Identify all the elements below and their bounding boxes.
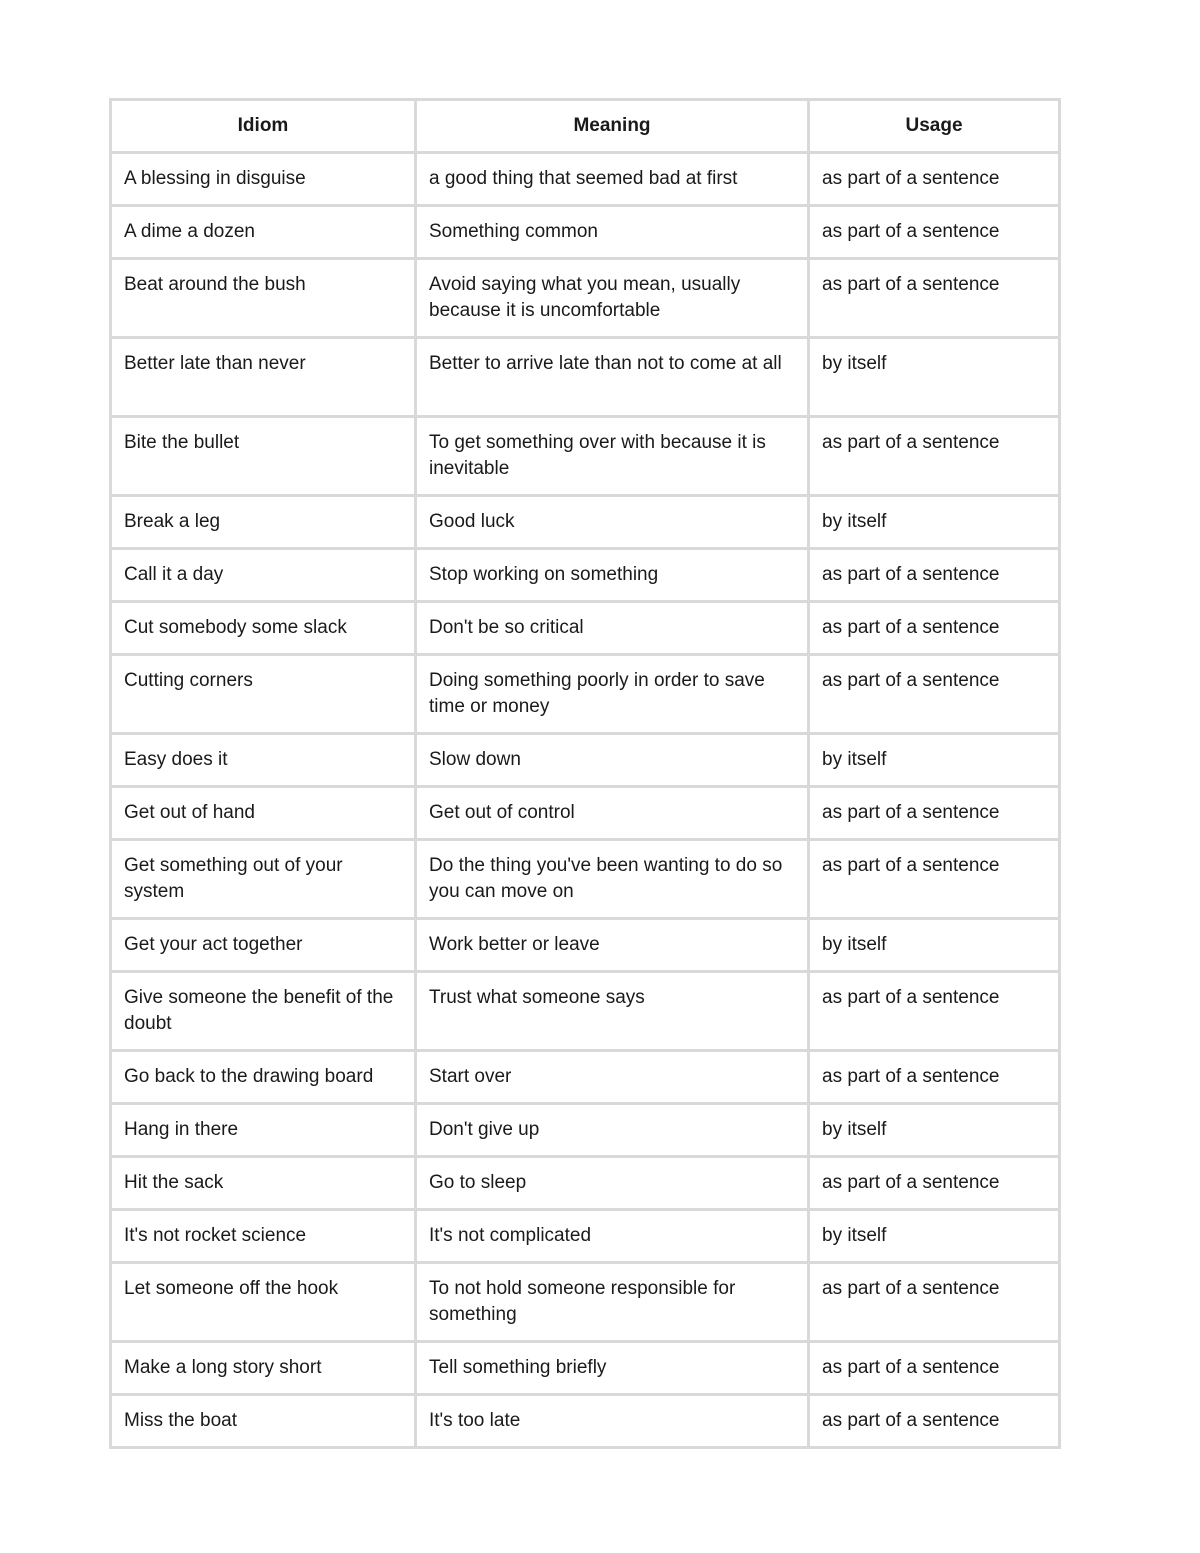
idiom-cell: A dime a dozen [111, 206, 416, 259]
table-row [111, 153, 1060, 206]
table-row [111, 1395, 1060, 1448]
table-row [111, 1104, 1060, 1157]
idiom-cell: Hang in there [111, 1104, 416, 1157]
idiom-cell: Cut somebody some slack [111, 602, 416, 655]
meaning-cell: Don't be so critical [416, 602, 809, 655]
meaning-cell: Go to sleep [416, 1157, 809, 1210]
usage-cell: as part of a sentence [809, 1157, 1060, 1210]
meaning-cell: Good luck [416, 496, 809, 549]
table-row [111, 734, 1060, 787]
meaning-cell: Start over [416, 1051, 809, 1104]
column-header-idiom: Idiom [111, 100, 416, 153]
idiom-cell: Easy does it [111, 734, 416, 787]
idiom-cell: Cutting corners [111, 655, 416, 734]
idioms-table [109, 98, 1061, 1449]
usage-cell: as part of a sentence [809, 602, 1060, 655]
meaning-cell: To not hold someone responsible for something [416, 1263, 809, 1342]
meaning-cell: a good thing that seemed bad at first [416, 153, 809, 206]
table-row [111, 1263, 1060, 1342]
idiom-cell: Call it a day [111, 549, 416, 602]
meaning-cell: Avoid saying what you mean, usually because it is uncomfortable [416, 259, 809, 338]
idiom-cell: Get your act together [111, 919, 416, 972]
meaning-cell: Something common [416, 206, 809, 259]
table-row [111, 972, 1060, 1051]
usage-cell: by itself [809, 734, 1060, 787]
table-body [111, 153, 1060, 1448]
idiom-cell: Bite the bullet [111, 417, 416, 496]
usage-cell: by itself [809, 496, 1060, 549]
usage-cell: by itself [809, 1104, 1060, 1157]
usage-cell: as part of a sentence [809, 206, 1060, 259]
usage-cell: as part of a sentence [809, 417, 1060, 496]
meaning-cell: Don't give up [416, 1104, 809, 1157]
table-row [111, 655, 1060, 734]
meaning-cell: Doing something poorly in order to save time or money [416, 655, 809, 734]
meaning-cell: It's not complicated [416, 1210, 809, 1263]
meaning-cell: Better to arrive late than not to come at all [416, 338, 809, 417]
usage-cell: by itself [809, 338, 1060, 417]
table-row [111, 496, 1060, 549]
meaning-cell: Work better or leave [416, 919, 809, 972]
usage-cell: by itself [809, 919, 1060, 972]
idiom-cell: Get something out of your system [111, 840, 416, 919]
table-row [111, 840, 1060, 919]
table-header-row [111, 100, 1060, 153]
usage-cell: as part of a sentence [809, 153, 1060, 206]
usage-cell: as part of a sentence [809, 1342, 1060, 1395]
table-row [111, 259, 1060, 338]
idiom-cell: Give someone the benefit of the doubt [111, 972, 416, 1051]
meaning-cell: It's too late [416, 1395, 809, 1448]
meaning-cell: Stop working on something [416, 549, 809, 602]
idiom-cell: Miss the boat [111, 1395, 416, 1448]
table-row [111, 602, 1060, 655]
column-header-usage: Usage [809, 100, 1060, 153]
table-row [111, 417, 1060, 496]
meaning-cell: Get out of control [416, 787, 809, 840]
idiom-cell: A blessing in disguise [111, 153, 416, 206]
idiom-cell: Beat around the bush [111, 259, 416, 338]
usage-cell: as part of a sentence [809, 549, 1060, 602]
idiom-cell: Break a leg [111, 496, 416, 549]
table-row [111, 206, 1060, 259]
meaning-cell: Slow down [416, 734, 809, 787]
table-row [111, 338, 1060, 417]
usage-cell: as part of a sentence [809, 655, 1060, 734]
table-row [111, 919, 1060, 972]
usage-cell: by itself [809, 1210, 1060, 1263]
idiom-cell: Hit the sack [111, 1157, 416, 1210]
column-header-meaning: Meaning [416, 100, 809, 153]
usage-cell: as part of a sentence [809, 972, 1060, 1051]
meaning-cell: Do the thing you've been wanting to do so you can move on [416, 840, 809, 919]
table-row [111, 549, 1060, 602]
idiom-cell: Better late than never [111, 338, 416, 417]
table-row [111, 1342, 1060, 1395]
usage-cell: as part of a sentence [809, 840, 1060, 919]
meaning-cell: To get something over with because it is inevitable [416, 417, 809, 496]
usage-cell: as part of a sentence [809, 1395, 1060, 1448]
table-row [111, 1051, 1060, 1104]
table-row [111, 787, 1060, 840]
meaning-cell: Trust what someone says [416, 972, 809, 1051]
idiom-cell: Get out of hand [111, 787, 416, 840]
usage-cell: as part of a sentence [809, 259, 1060, 338]
usage-cell: as part of a sentence [809, 1263, 1060, 1342]
idiom-cell: Go back to the drawing board [111, 1051, 416, 1104]
table-row [111, 1157, 1060, 1210]
usage-cell: as part of a sentence [809, 1051, 1060, 1104]
meaning-cell: Tell something briefly [416, 1342, 809, 1395]
idiom-cell: It's not rocket science [111, 1210, 416, 1263]
idiom-cell: Make a long story short [111, 1342, 416, 1395]
usage-cell: as part of a sentence [809, 787, 1060, 840]
table-row [111, 1210, 1060, 1263]
idiom-cell: Let someone off the hook [111, 1263, 416, 1342]
